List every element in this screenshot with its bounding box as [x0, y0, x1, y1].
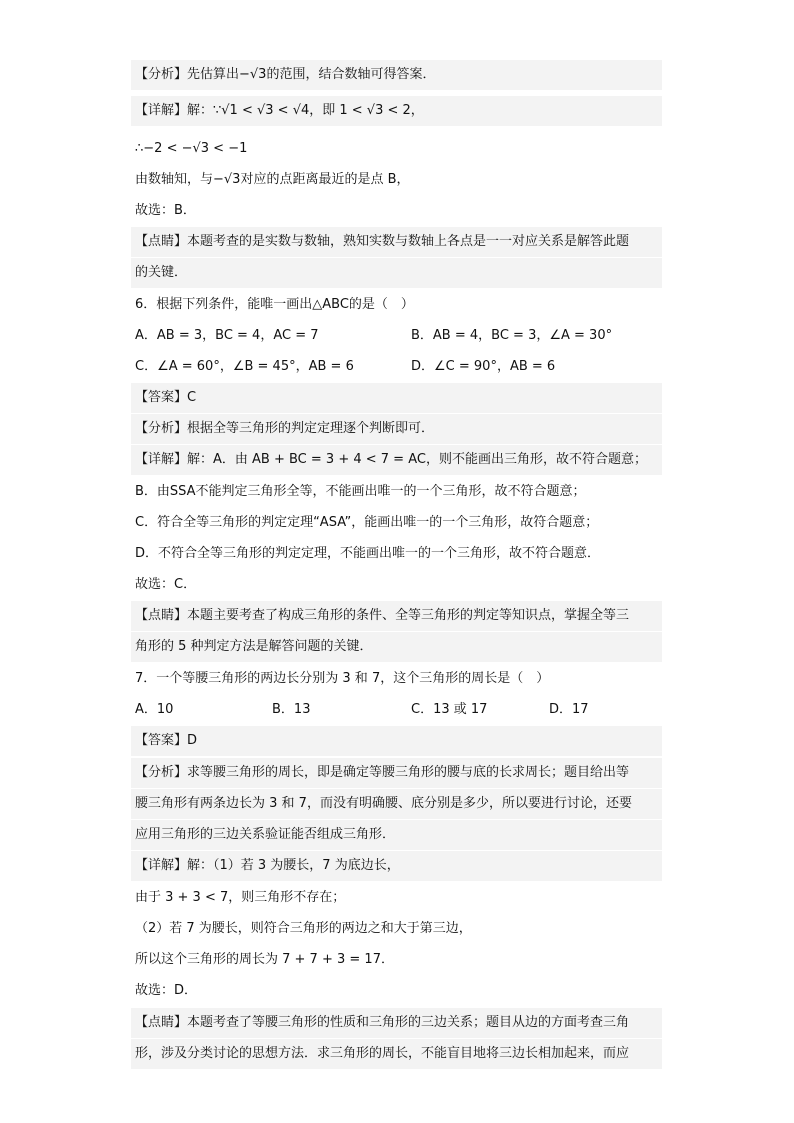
- analysis-line: 【分析】先估算出−√3的范围，结合数轴可得答案．: [131, 60, 662, 90]
- comment-line: 【点睛】本题考查了等腰三角形的性质和三角形的三边关系；题目从边的方面考查三角: [131, 1008, 662, 1038]
- option-c: C．13 或 17: [411, 702, 488, 717]
- option-d: D．17: [549, 702, 589, 717]
- detail-line: 【详解】解：A．由 AB + BC = 3 + 4 < 7 = AC，则不能画出三角形，故不符合题意；: [131, 445, 662, 475]
- detail-line: 所以这个三角形的周长为 7 + 7 + 3 = 17．: [135, 952, 394, 967]
- detail-line: B．由SSA不能判定三角形全等，不能画出唯一的一个三角形，故不符合题意；: [135, 484, 586, 499]
- detail-line: （2）若 7 为腰长，则符合三角形的两边之和大于第三边，: [135, 921, 472, 936]
- option-c: C．∠A = 60°，∠B = 45°，AB = 6: [135, 359, 354, 374]
- analysis-line: 【分析】根据全等三角形的判定定理逐个判断即可．: [131, 414, 662, 444]
- analysis-line: 应用三角形的三边关系验证能否组成三角形．: [131, 820, 662, 850]
- answer-line: 【答案】C: [131, 383, 662, 413]
- detail-line: 【详解】解：∵√1 < √3 < √4，即 1 < √3 < 2，: [131, 96, 662, 126]
- option-a: A．10: [135, 702, 174, 717]
- analysis-line: 腰三角形有两条边长为 3 和 7，而没有明确腰、底分别是多少，所以要进行讨论，还要: [131, 789, 662, 819]
- comment-line: 角形的 5 种判定方法是解答问题的关键．: [131, 632, 662, 662]
- question-7-options: [131, 695, 662, 725]
- question-6-stem: 6．根据下列条件，能唯一画出△ABC的是（ ）: [135, 297, 414, 312]
- detail-line: C．符合全等三角形的判定定理“ASA”，能画出唯一的一个三角形，故符合题意；: [135, 515, 599, 530]
- detail-line: 由于 3 + 3 < 7，则三角形不存在；: [135, 890, 346, 905]
- choice-line: 故选：B．: [135, 203, 196, 218]
- option-a: A．AB = 3，BC = 4，AC = 7: [135, 328, 319, 343]
- question-7-stem: 7．一个等腰三角形的两边长分别为 3 和 7，这个三角形的周长是（ ）: [135, 671, 550, 686]
- comment-line: 形，涉及分类讨论的思想方法．求三角形的周长，不能盲目地将三边长相加起来，而应: [131, 1039, 662, 1069]
- option-d: D．∠C = 90°，AB = 6: [411, 359, 556, 374]
- detail-line: 【详解】解：（1）若 3 为腰长，7 为底边长，: [131, 851, 662, 881]
- question-6-options-row2: [131, 352, 662, 382]
- answer-line: 【答案】D: [131, 726, 662, 756]
- option-b: B．13: [272, 702, 311, 717]
- detail-line: D．不符合全等三角形的判定定理，不能画出唯一的一个三角形，故不符合题意．: [135, 546, 601, 561]
- question-6-options-row1: [131, 321, 662, 351]
- detail-line: 由数轴知，与−√3对应的点距离最近的是点 B，: [135, 172, 410, 187]
- choice-line: 故选：D．: [135, 983, 198, 998]
- choice-line: 故选：C．: [135, 577, 197, 592]
- comment-line: 的关键．: [131, 258, 662, 288]
- comment-line: 【点睛】本题主要考查了构成三角形的条件、全等三角形的判定等知识点，掌握全等三: [131, 601, 662, 631]
- detail-line: ∴−2 < −√3 < −1: [135, 141, 248, 156]
- option-b: B．AB = 4，BC = 3，∠A = 30°: [411, 328, 613, 343]
- comment-line: 【点睛】本题考查的是实数与数轴，熟知实数与数轴上各点是一一对应关系是解答此题: [131, 227, 662, 257]
- analysis-line: 【分析】求等腰三角形的周长，即是确定等腰三角形的腰与底的长求周长；题目给出等: [131, 758, 662, 788]
